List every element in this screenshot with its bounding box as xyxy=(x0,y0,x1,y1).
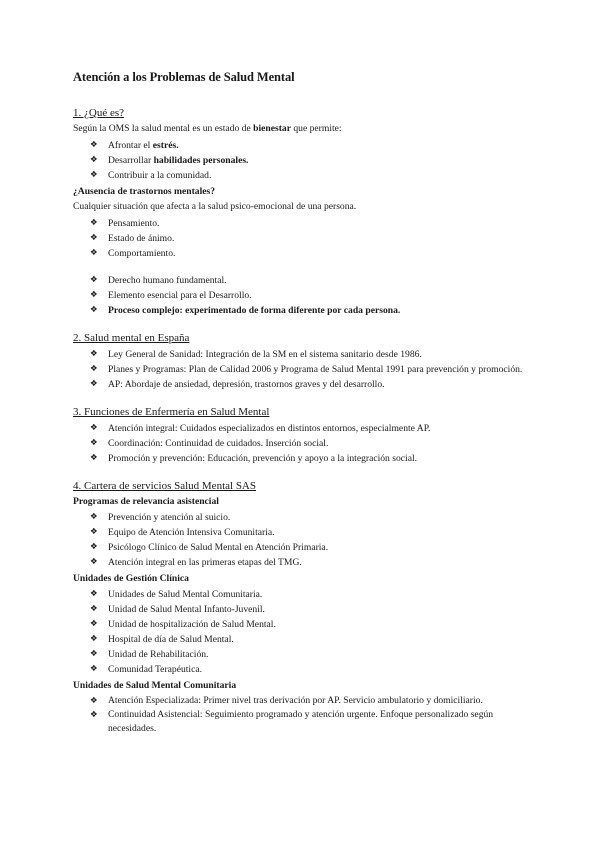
section-1-heading: 1. ¿Qué es? xyxy=(73,107,125,119)
section-4-subheading-2: Unidades de Gestión Clínica xyxy=(73,573,189,584)
diamond-bullet-icon: ❖ xyxy=(90,170,98,180)
list-item: ❖ Unidad de Rehabilitación. xyxy=(90,649,209,660)
diamond-bullet-icon: ❖ xyxy=(90,305,98,315)
list-item: ❖ Ley General de Sanidad: Integración de la SM en el sistema sanitario desde 1986. xyxy=(90,349,422,360)
list-item: ❖ Atención integral: Cuidados especializados en distintos entornos, especialmente AP. xyxy=(90,423,431,434)
section-4-heading: 4. Cartera de servicios Salud Mental SAS xyxy=(73,480,256,492)
list-item: ❖ Unidad de hospitalización de Salud Mental. xyxy=(90,619,276,630)
list-item: ❖ Coordinación: Continuidad de cuidados. Inserción social. xyxy=(90,438,329,449)
diamond-bullet-icon: ❖ xyxy=(90,649,98,659)
section-4-list-1 xyxy=(73,510,540,570)
diamond-bullet-icon: ❖ xyxy=(90,710,98,720)
diamond-bullet-icon: ❖ xyxy=(90,423,98,433)
list-item: ❖ Comportamiento. xyxy=(90,248,176,259)
list-item: ❖ Contribuir a la comunidad. xyxy=(90,170,212,181)
diamond-bullet-icon: ❖ xyxy=(90,619,98,629)
diamond-bullet-icon: ❖ xyxy=(90,453,98,463)
list-item: ❖ Unidades de Salud Mental Comunitaria. xyxy=(90,589,263,600)
list-item: ❖ Equipo de Atención Intensiva Comunitaria. xyxy=(90,527,275,538)
list-item: ❖ Desarrollar habilidades personales. xyxy=(90,155,249,166)
list-item: ❖ Comunidad Terapéutica. xyxy=(90,664,202,675)
list-item: ❖ Promoción y prevención: Educación, prevención y apoyo a la integración social. xyxy=(90,453,418,464)
list-item: ❖ Atención Especializada: Primer nivel tras derivación por AP. Servicio ambulatorio y domiciliario. xyxy=(90,695,483,706)
diamond-bullet-icon: ❖ xyxy=(90,364,98,374)
section-3-list xyxy=(73,421,540,466)
section-4-subheading-1: Programas de relevancia asistencial xyxy=(73,496,219,507)
list-item: ❖ Estado de ánimo. xyxy=(90,233,175,244)
list-item: ❖ Prevención y atención al suicio. xyxy=(90,512,231,523)
document-title: Atención a los Problemas de Salud Mental xyxy=(73,70,295,84)
section-4-list-3 xyxy=(73,694,540,736)
diamond-bullet-icon: ❖ xyxy=(90,557,98,567)
list-item: ❖ Afrontar el estrés. xyxy=(90,140,179,151)
diamond-bullet-icon: ❖ xyxy=(90,438,98,448)
section-1-intro: Según la OMS la salud mental es un estado de bienestar que permite: xyxy=(73,123,342,134)
diamond-bullet-icon: ❖ xyxy=(90,349,98,359)
diamond-bullet-icon: ❖ xyxy=(90,542,98,552)
section-3-heading: 3. Funciones de Enfermería en Salud Mental xyxy=(73,406,270,418)
list-item: ❖ Planes y Programas: Plan de Calidad 2006 y Programa de Salud Mental 1991 para prevención y promoción. xyxy=(90,364,523,375)
diamond-bullet-icon: ❖ xyxy=(90,696,98,706)
section-4-list-2 xyxy=(73,587,540,677)
diamond-bullet-icon: ❖ xyxy=(90,248,98,258)
diamond-bullet-icon: ❖ xyxy=(90,527,98,537)
section-1-subtext: Cualquier situación que afecta a la salud psico-emocional de una persona. xyxy=(73,201,357,212)
list-item: ❖ Atención integral en las primeras etapas del TMG. xyxy=(90,557,302,568)
section-1-list-2 xyxy=(73,216,540,261)
section-1-list xyxy=(73,138,540,183)
list-item: ❖ Psicólogo Clínico de Salud Mental en Atención Primaria. xyxy=(90,542,329,553)
diamond-bullet-icon: ❖ xyxy=(90,155,98,165)
section-2-list xyxy=(73,347,540,392)
diamond-bullet-icon: ❖ xyxy=(90,512,98,522)
list-item: ❖ Elemento esencial para el Desarrollo. xyxy=(90,290,252,301)
diamond-bullet-icon: ❖ xyxy=(90,218,98,228)
section-1-subheading: ¿Ausencia de trastornos mentales? xyxy=(73,186,216,197)
list-item: ❖ Unidad de Salud Mental Infanto-Juvenil. xyxy=(90,604,265,615)
diamond-bullet-icon: ❖ xyxy=(90,275,98,285)
diamond-bullet-icon: ❖ xyxy=(90,664,98,674)
diamond-bullet-icon: ❖ xyxy=(90,290,98,300)
diamond-bullet-icon: ❖ xyxy=(90,140,98,150)
list-item: ❖ Hospital de día de Salud Mental. xyxy=(90,634,234,645)
list-item: ❖ Continuidad Asistencial: Seguimiento programado y atención urgente. Enfoque personalizado según necesidades. xyxy=(90,709,494,734)
diamond-bullet-icon: ❖ xyxy=(90,379,98,389)
diamond-bullet-icon: ❖ xyxy=(90,589,98,599)
section-4-subheading-3: Unidades de Salud Mental Comunitaria xyxy=(73,680,237,691)
diamond-bullet-icon: ❖ xyxy=(90,604,98,614)
list-item: ❖ Derecho humano fundamental. xyxy=(90,275,227,286)
list-item: ❖ Proceso complejo: experimentado de forma diferente por cada persona. xyxy=(90,305,401,316)
diamond-bullet-icon: ❖ xyxy=(90,634,98,644)
diamond-bullet-icon: ❖ xyxy=(90,233,98,243)
list-item: ❖ AP: Abordaje de ansiedad, depresión, trastornos graves y del desarrollo. xyxy=(90,379,385,390)
section-1-list-3 xyxy=(73,273,540,318)
section-2-heading: 2. Salud mental en España xyxy=(73,332,190,344)
list-item: ❖ Pensamiento. xyxy=(90,218,160,229)
